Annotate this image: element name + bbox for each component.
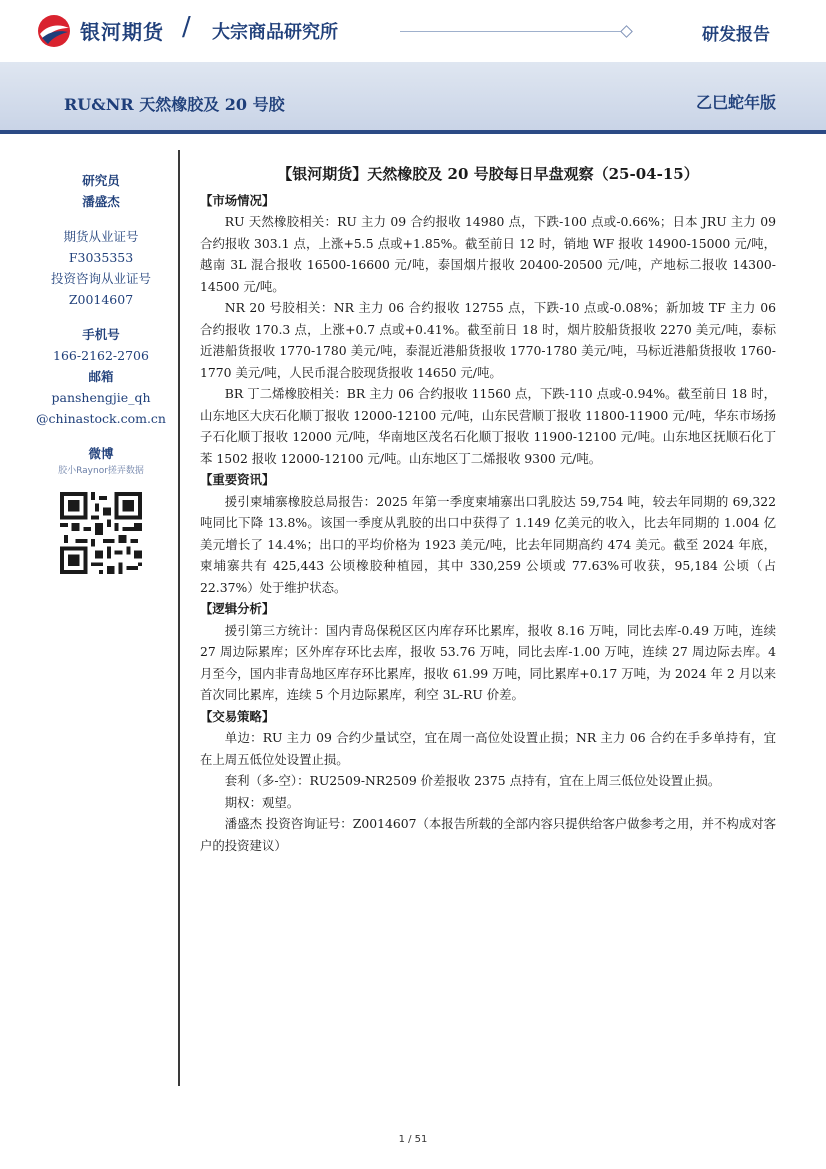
paragraph-nr: NR 20 号胶相关：NR 主力 06 合约报收 12755 点，下跌-10 点或-0.08%；新加坡 TF 主力 06 合约报收 170.3 点，上涨+0.7 点或+0.41%。截至前日 18 时，烟片胶船货报收 2270 美元/吨，泰标近港船货报收 1770-1780 美元/吨，泰混近港船货报收 1770-1780 美元/吨，马标近港船货报收 1760-1770 美元/吨，人民币混合胶现货报收 14650 元/吨。 bbox=[200, 300, 776, 380]
email-value-line1[interactable]: panshengjie_qh bbox=[51, 390, 151, 405]
band-stripe bbox=[0, 130, 826, 134]
report-type: 研发报告 bbox=[702, 25, 770, 45]
analyst-sidebar bbox=[30, 170, 172, 580]
consult-value: Z0014607 bbox=[68, 292, 134, 307]
report-title: 【银河期货】天然橡胶及 20 号胶每日早盘观察（25-04-15） bbox=[277, 165, 699, 183]
header-divider: / bbox=[182, 12, 191, 42]
phone-value: 166-2162-2706 bbox=[53, 348, 149, 363]
header-rule bbox=[400, 31, 624, 32]
paragraph-options: 期权：观望。 bbox=[224, 794, 300, 810]
consult-label: 投资咨询从业证号 bbox=[50, 271, 151, 286]
report-body bbox=[200, 164, 776, 856]
email-label: 邮箱 bbox=[88, 369, 114, 384]
section-heading-market: 【市场情况】 bbox=[200, 192, 275, 208]
disclaimer: 潘盛杰 投资咨询证号：Z0014607（本报告所载的全部内容只提供给客户做参考之用，并不构成对客户的投资建议） bbox=[200, 816, 776, 853]
brand-name: 银河期货 bbox=[80, 20, 164, 44]
section-heading-news: 【重要资讯】 bbox=[200, 472, 275, 487]
weibo-label: 微博 bbox=[88, 446, 114, 461]
weibo-value: 胶小Raynor搓弄数据 bbox=[58, 466, 144, 476]
section-heading-strategy: 【交易策略】 bbox=[200, 708, 275, 724]
paragraph-news: 援引柬埔寨橡胶总局报告：2025 年第一季度柬埔寨出口乳胶达 59,754 吨，较去年同期的 69,322 吨同比下降 13.8%。该国一季度从乳胶的出口中获得了 1.149 亿美元的收入，比去年同期的 1.004 亿美元增长了 14.4%；出口的平均价格为 1923 美元/吨，比去年同期高约 474 美元。截至 2024 年底，柬埔寨共有 425,443 公顷橡胶种植园，其中 330,259 公顷或 77.63%可收获，95,184 公顷（占 22.37%）处于维护状态。 bbox=[200, 493, 776, 595]
analyst-role: 研究员 bbox=[82, 173, 120, 188]
diamond-icon bbox=[620, 25, 633, 38]
galaxy-logo-icon bbox=[36, 14, 72, 48]
qr-code-icon bbox=[60, 492, 142, 574]
paragraph-br: BR 丁二烯橡胶相关：BR 主力 06 合约报收 11560 点，下跌-110 点或-0.94%。截至前日 18 时，山东地区大庆石化顺丁报收 12000-12100 元/吨，山东民营顺丁报收 11800-11900 元/吨，华东市场扬子石化顺丁报收 12000 元/吨，华南地区茂名石化顺丁报收 11900-12100 元/吨。山东地区抚顺石化丁苯 1502 报收 12000-12100 元/吨。山东地区丁二烯报收 9300 元/吨。 bbox=[200, 386, 776, 466]
analyst-name: 潘盛杰 bbox=[82, 194, 120, 209]
paragraph-logic: 援引第三方统计：国内青岛保税区区内库存环比累库，报收 8.16 万吨，同比去库-0.49 万吨，连续 27 周边际累库；区外库存环比去库，报收 53.76 万吨，同比去库-1.00 万吨，连续 27 周边际去库。4 月至今，国内非青岛地区库存环比累库，报收 61.99 万吨，同比累库+0.17 万吨，为 2024 年 2 月以来首次同比累库，连续 5 个月边际累库，利空 3L-RU 价差。 bbox=[200, 622, 776, 702]
paragraph-ru: RU 天然橡胶相关：RU 主力 09 合约报收 14980 点，下跌-100 点或-0.66%；日本 JRU 主力 09 合约报收 303.1 点，上涨+5.5 点或+1.85%。截至前日 12 时，销地 WF 报收 14900-15000 元/吨，越南 3L 混合报收 16500-16600 元/吨，泰国烟片报收 20400-20500 元/吨，产地标二报收 14300-14500 元/吨。 bbox=[200, 214, 776, 294]
cert-label: 期货从业证号 bbox=[63, 229, 139, 244]
paragraph-single: 单边：RU 主力 09 合约少量试空，宜在周一高位处设置止损；NR 主力 06 合约在手多单持有，宜在上周五低位处设置止损。 bbox=[200, 730, 776, 767]
section-heading-logic: 【逻辑分析】 bbox=[200, 601, 275, 616]
sidebar-divider bbox=[178, 150, 180, 1086]
email-value-line2[interactable]: @chinastock.com.cn bbox=[36, 411, 166, 426]
report-edition: 乙巳蛇年版 bbox=[695, 93, 776, 112]
paragraph-arbitrage: 套利（多-空）：RU2509-NR2509 价差报收 2375 点持有，宜在上周三低位处设置止损。 bbox=[224, 773, 721, 788]
report-header bbox=[0, 0, 826, 62]
institute-name: 大宗商品研究所 bbox=[212, 22, 338, 43]
report-subject: RU&NR 天然橡胶及 20 号胶 bbox=[64, 95, 285, 114]
phone-label: 手机号 bbox=[82, 327, 120, 342]
page-number: 1 / 51 bbox=[398, 1134, 428, 1145]
cert-value: F3035353 bbox=[68, 250, 134, 265]
